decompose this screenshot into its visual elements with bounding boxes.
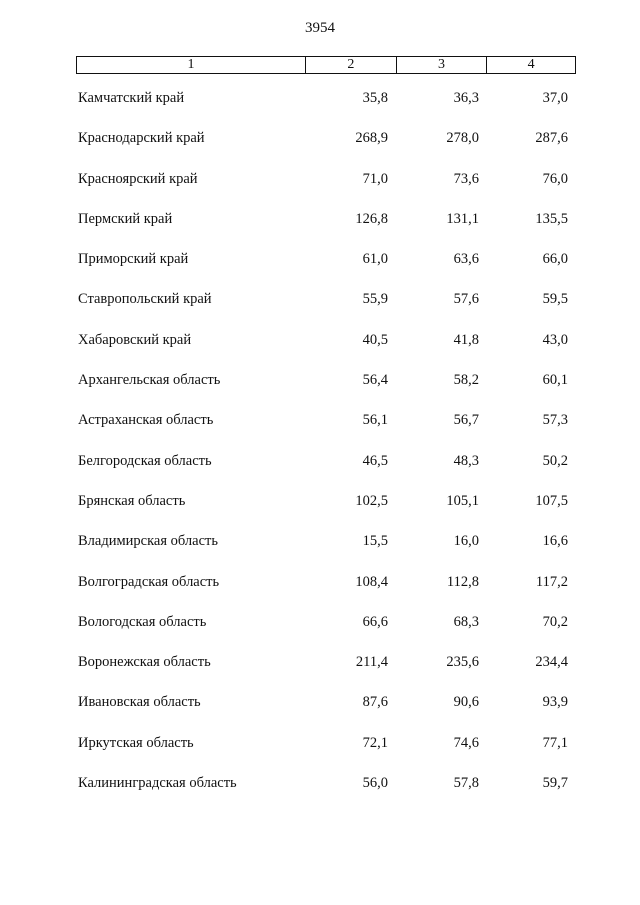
value-col-2: 72,1: [362, 734, 388, 751]
value-col-2: 56,0: [362, 775, 388, 792]
value-col-3: 73,6: [453, 170, 479, 187]
value-col-4: 135,5: [535, 210, 568, 227]
region-name: Красноярский край: [78, 170, 198, 187]
region-name: Приморский край: [78, 251, 189, 268]
value-col-3: 112,8: [446, 573, 479, 590]
column-header-3: 3: [396, 57, 487, 73]
region-name: Владимирская область: [78, 533, 218, 550]
table-row: [0, 128, 640, 168]
column-header-2: 2: [305, 57, 396, 73]
value-col-2: 66,6: [362, 613, 388, 630]
value-col-4: 66,0: [542, 251, 568, 268]
region-name: Камчатский край: [78, 90, 185, 106]
value-col-4: 57,3: [542, 412, 568, 429]
value-col-4: 37,0: [542, 90, 568, 106]
value-col-3: 48,3: [453, 452, 479, 469]
value-col-2: 268,9: [355, 130, 388, 147]
value-col-2: 55,9: [362, 291, 388, 308]
value-col-3: 41,8: [453, 331, 479, 348]
table-body: [0, 88, 640, 813]
region-name: Иркутская область: [78, 734, 194, 751]
table-header: [76, 56, 576, 74]
value-col-4: 76,0: [542, 170, 568, 187]
value-col-3: 74,6: [453, 734, 479, 751]
table-row: [0, 531, 640, 571]
table-row: [0, 692, 640, 732]
value-col-2: 35,8: [362, 90, 388, 106]
value-col-3: 56,7: [453, 412, 479, 429]
table-row: [0, 370, 640, 410]
value-col-4: 70,2: [542, 613, 568, 630]
table-row: [0, 410, 640, 450]
value-col-2: 56,1: [362, 412, 388, 429]
table-row: [0, 209, 640, 249]
column-header-4: 4: [486, 57, 575, 73]
value-col-3: 57,8: [453, 775, 479, 792]
table-row: [0, 652, 640, 692]
value-col-2: 61,0: [362, 251, 388, 268]
value-col-3: 90,6: [453, 694, 479, 711]
table-row: [0, 733, 640, 773]
region-name: Ивановская область: [78, 694, 201, 711]
value-col-3: 68,3: [453, 613, 479, 630]
value-col-4: 93,9: [542, 694, 568, 711]
value-col-4: 43,0: [542, 331, 568, 348]
table-row: [0, 572, 640, 612]
column-header-1: 1: [187, 57, 195, 72]
value-col-3: 235,6: [446, 654, 479, 671]
table-row: [0, 249, 640, 289]
table-row: [0, 491, 640, 531]
value-col-2: 102,5: [355, 492, 388, 509]
value-col-4: 16,6: [542, 533, 568, 550]
region-name: Пермский край: [78, 210, 173, 227]
value-col-2: 46,5: [362, 452, 388, 469]
value-col-2: 211,4: [355, 654, 388, 671]
value-col-4: 60,1: [542, 372, 568, 389]
region-name: Архангельская область: [78, 372, 221, 389]
value-col-2: 56,4: [362, 372, 388, 389]
region-name: Белгородская область: [78, 452, 212, 469]
region-name: Воронежская область: [78, 654, 211, 671]
table-row: [0, 773, 640, 813]
region-name: Калининградская область: [78, 775, 237, 792]
value-col-2: 126,8: [355, 210, 388, 227]
table-row: [0, 330, 640, 370]
region-name: Астраханская область: [78, 412, 214, 429]
region-name: Краснодарский край: [78, 130, 205, 147]
value-col-4: 50,2: [542, 452, 568, 469]
value-col-3: 57,6: [453, 291, 479, 308]
value-col-2: 108,4: [355, 573, 388, 590]
value-col-3: 131,1: [446, 210, 479, 227]
value-col-4: 77,1: [542, 734, 568, 751]
table-row: [0, 88, 640, 128]
region-name: Волгоградская область: [78, 573, 220, 590]
value-col-4: 117,2: [535, 573, 568, 590]
value-col-4: 234,4: [535, 654, 568, 671]
region-name: Вологодская область: [78, 613, 207, 630]
table-row: [0, 451, 640, 491]
value-col-2: 71,0: [362, 170, 388, 187]
value-col-4: 59,5: [542, 291, 568, 308]
region-name: Хабаровский край: [78, 331, 192, 348]
value-col-3: 58,2: [453, 372, 479, 389]
value-col-4: 107,5: [535, 492, 568, 509]
table-row: [0, 169, 640, 209]
value-col-2: 40,5: [362, 331, 388, 348]
region-name: Ставропольский край: [78, 291, 212, 308]
page-number: 3954: [305, 20, 335, 36]
value-col-3: 63,6: [453, 251, 479, 268]
value-col-3: 278,0: [446, 130, 479, 147]
value-col-3: 36,3: [453, 90, 479, 106]
value-col-2: 15,5: [362, 533, 388, 550]
value-col-4: 287,6: [535, 130, 568, 147]
value-col-2: 87,6: [362, 694, 388, 711]
region-name: Брянская область: [78, 492, 186, 509]
table-row: [0, 612, 640, 652]
value-col-3: 105,1: [446, 492, 479, 509]
table-row: [0, 289, 640, 329]
value-col-4: 59,7: [542, 775, 568, 792]
value-col-3: 16,0: [453, 533, 479, 550]
